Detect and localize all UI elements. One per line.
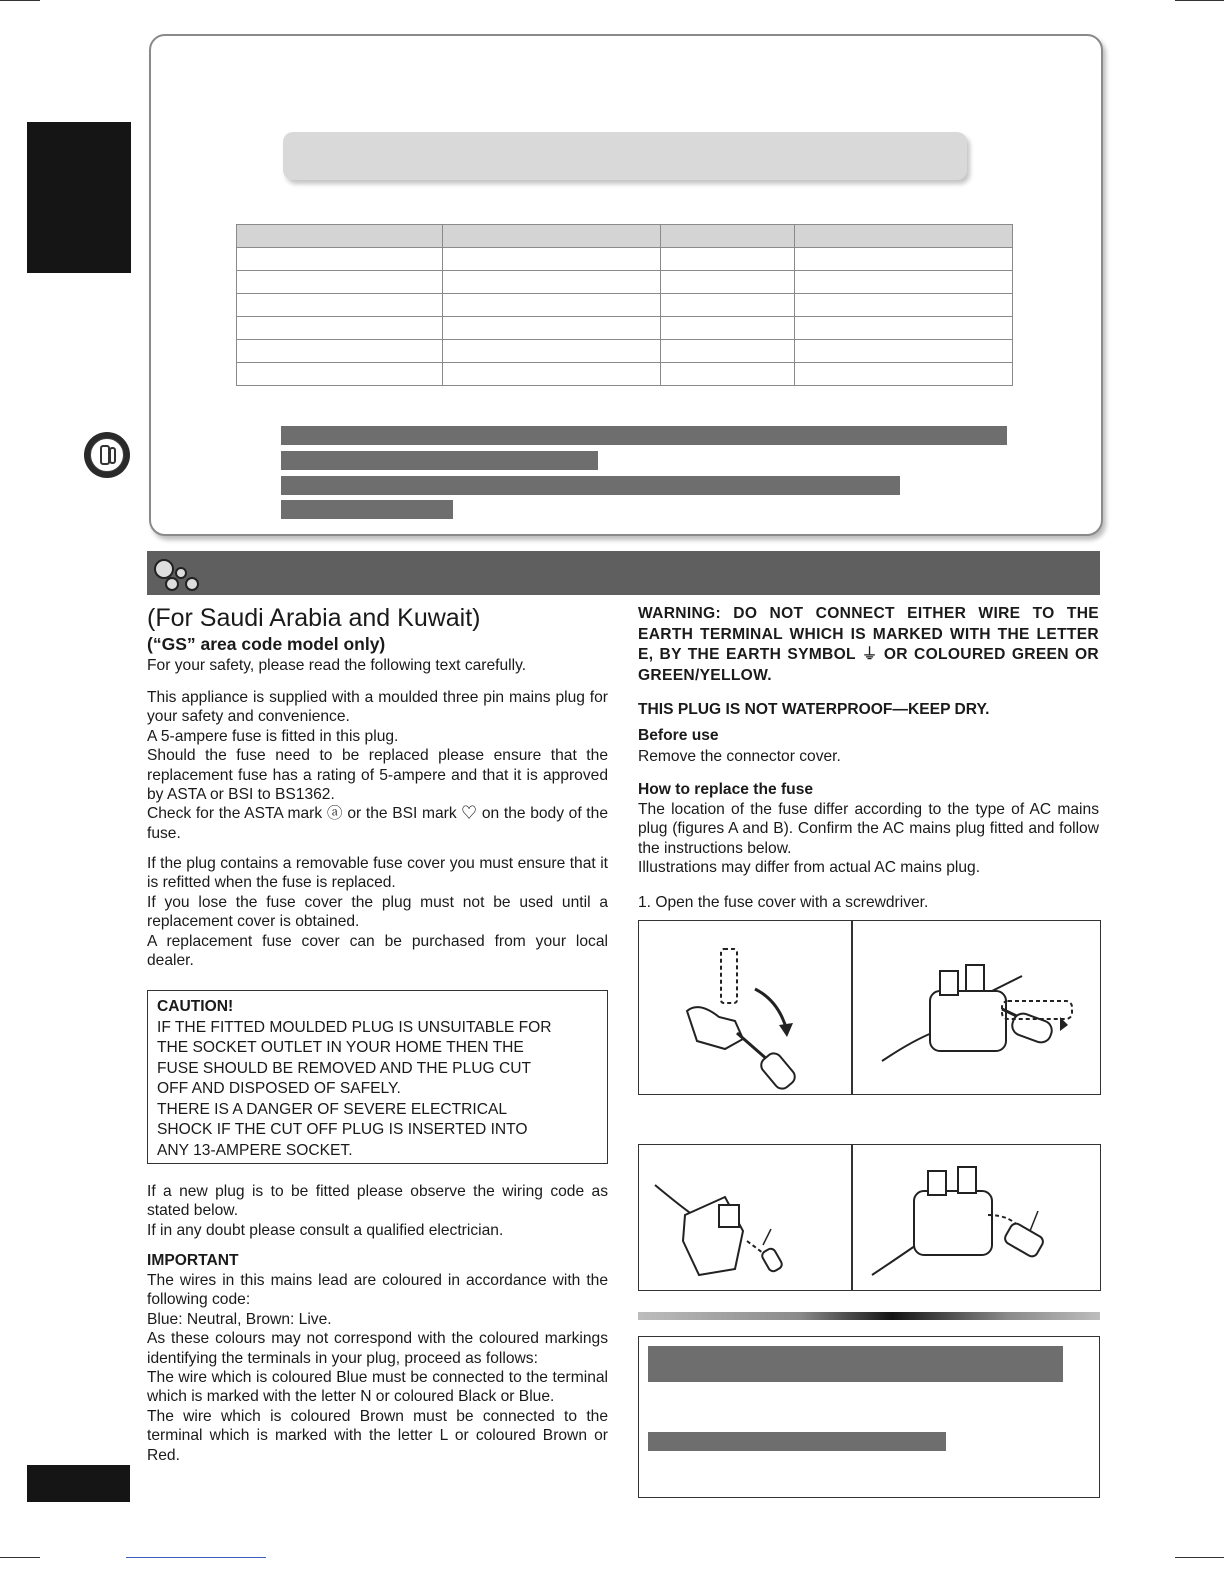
subheading: (“GS” area code model only) (147, 634, 386, 654)
figure-a-step1 (638, 920, 853, 1095)
figure-b-step1 (851, 920, 1101, 1095)
spec-table (236, 224, 1013, 386)
fuse-paragraph (147, 688, 608, 843)
caution-line: ANY 13-AMPERE SOCKET. (157, 1141, 353, 1159)
table-row (237, 271, 1013, 294)
text-line: If the plug contains a removable fuse cover you must ensure that it is refitted when the fuse is replaced. (147, 855, 608, 892)
table-row (237, 340, 1013, 363)
table-row (237, 317, 1013, 340)
text-line: If in any doubt please consult a qualified electrician. (147, 1221, 504, 1239)
heading: (For Saudi Arabia and Kuwait) (147, 604, 481, 632)
table-header-row (237, 225, 1013, 248)
text-line: The wire which is coloured Brown must be connected to the terminal which is marked with the letter L or coloured Brown or Red. (147, 1407, 608, 1464)
replace-paragraph (638, 800, 1099, 878)
redacted-line (281, 426, 1007, 445)
panel-title-bar (283, 132, 967, 180)
crop-mark (0, 0, 40, 1)
fuse-cover-paragraph (147, 854, 608, 970)
warning-text: WARNING: DO NOT CONNECT EITHER WIRE TO THE EARTH TERMINAL WHICH IS MARKED WITH THE LETTER E, BY THE EARTH SYMBOL ⏚ OR COLOURED GREEN OR GREEN/YELLOW. (638, 605, 1099, 684)
caution-line: THERE IS A DANGER OF SEVERE ELECTRICAL (157, 1100, 508, 1118)
plug-screwdriver-icon (639, 921, 851, 1093)
text-line: A replacement fuse cover can be purchased from your local dealer. (147, 932, 608, 970)
text-line: The wires in this mains lead are coloured in accordance with the following code: (147, 1272, 608, 1309)
text-line: A 5-ampere fuse is fitted in this plug. (147, 727, 399, 745)
text-line: The location of the fuse differ according to the type of AC mains plug (figures A and B). Confirm the AC mains plug fitted and follow the instructions below. (638, 801, 1099, 857)
redacted-line (281, 500, 453, 519)
text-line: If you lose the fuse cover the plug must not be used until a replacement cover is obtained. (147, 893, 608, 931)
bubbles-icon (147, 551, 207, 595)
side-tab-bottom (27, 1465, 130, 1502)
figure-b-step2 (851, 1144, 1101, 1291)
important-title: IMPORTANT (147, 1252, 239, 1269)
text-line: Illustrations may differ from actual AC mains plug. (638, 859, 981, 877)
step-1: 1. Open the fuse cover with a screwdriver. (638, 894, 929, 911)
important-paragraph (147, 1271, 608, 1465)
redacted-line (281, 476, 900, 495)
caution-line: THE SOCKET OUTLET IN YOUR HOME THEN THE (157, 1039, 524, 1056)
text-line: This appliance is supplied with a moulded three pin mains plug for your safety and convenience. (147, 689, 608, 726)
table-row (237, 363, 1013, 386)
text-line: Blue: Neutral, Brown: Live. (147, 1310, 332, 1328)
figure-a-step2 (638, 1144, 853, 1291)
side-tab-top (27, 122, 131, 273)
note-box (638, 1336, 1100, 1498)
caution-title: CAUTION! (157, 998, 234, 1015)
text-line: Should the fuse need to be replaced please ensure that the replacement fuse has a rating of 5-ampere and that it is approved by ASTA or BSI to BS1362. (147, 747, 608, 804)
fuse-icon (852, 1145, 1099, 1289)
plug-screwdriver-icon (852, 921, 1099, 1093)
caution-line: SHOCK IF THE CUT OFF PLUG IS INSERTED INTO (157, 1121, 528, 1138)
crop-mark (1175, 1557, 1224, 1558)
crop-mark (1175, 0, 1224, 1)
crop-mark (126, 1557, 266, 1558)
before-use-title: Before use (638, 727, 719, 744)
before-use-text: Remove the connector cover. (638, 748, 841, 765)
table-row (237, 294, 1013, 317)
section-banner (147, 551, 1100, 595)
caution-box (147, 990, 608, 1164)
text-line: The wire which is coloured Blue must be connected to the terminal which is marked with the letter N or coloured Black or Blue. (147, 1369, 608, 1406)
intro-text: For your safety, please read the following text carefully. (147, 657, 527, 674)
not-waterproof: THIS PLUG IS NOT WATERPROOF—KEEP DRY. (638, 701, 990, 718)
caution-line: OFF AND DISPOSED OF SAFELY. (157, 1080, 401, 1097)
remote-icon-inner (90, 438, 124, 472)
new-plug-paragraph (147, 1182, 608, 1240)
gradient-divider (638, 1312, 1100, 1320)
redacted-line (281, 451, 598, 470)
table-row (237, 248, 1013, 271)
remote-icon-glyph (91, 439, 123, 471)
redacted-heading (648, 1346, 1063, 1382)
replace-title: How to replace the fuse (638, 781, 814, 798)
caution-line: IF THE FITTED MOULDED PLUG IS UNSUITABLE FOR (157, 1018, 552, 1036)
text-line: As these colours may not correspond with the coloured markings identifying the terminals in your plug, proceed as follows: (147, 1330, 608, 1367)
fuse-icon (639, 1145, 851, 1289)
caution-line: FUSE SHOULD BE REMOVED AND THE PLUG CUT (157, 1059, 532, 1077)
crop-mark (0, 1557, 40, 1558)
text-line: If a new plug is to be fitted please observe the wiring code as stated below. (147, 1183, 608, 1220)
text-line: Check for the ASTA mark ⓐ or the BSI mark ♡ on the body of the fuse. (147, 805, 608, 842)
redacted-line (648, 1432, 946, 1451)
